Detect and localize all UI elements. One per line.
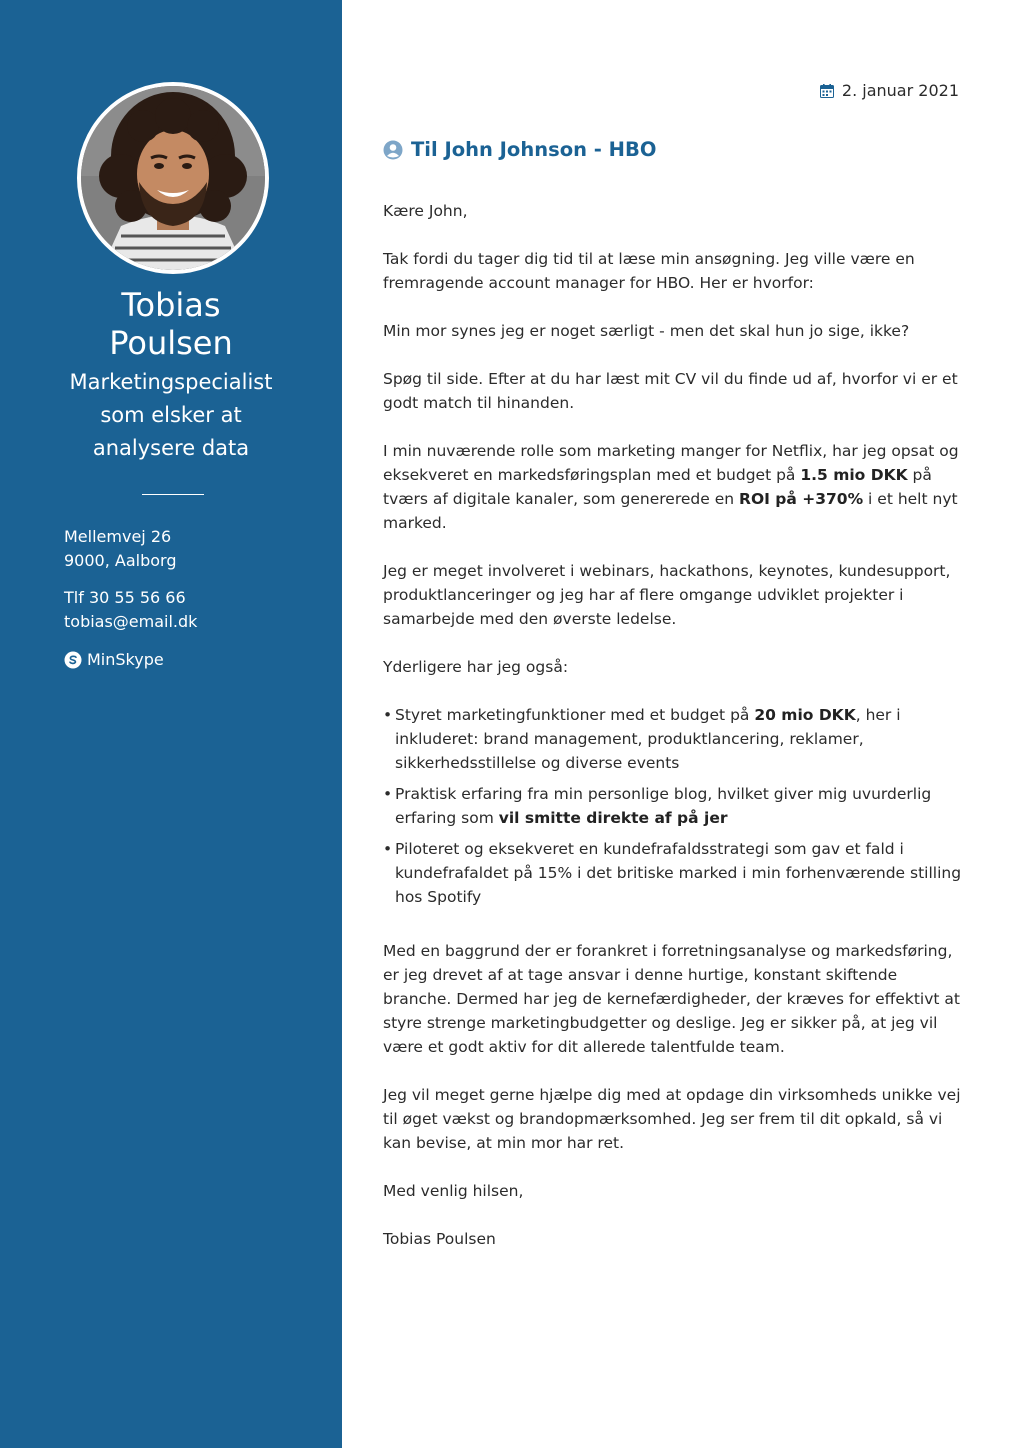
sidebar-divider (142, 494, 204, 495)
calendar-icon (820, 84, 834, 98)
address-block (64, 525, 324, 573)
avatar (77, 82, 269, 274)
address-line-1: Mellemvej 26 (64, 527, 172, 546)
letter-body (383, 199, 963, 1275)
letter-date (820, 81, 959, 100)
closing: Med venlig hilsen, (383, 1182, 524, 1200)
netflix-text-1: I min nuværende rolle som marketing manger for Netflix, har jeg opsat og eksekveret en markedsføringsplan med et budget på (383, 442, 959, 484)
paragraph-also: Yderligere har jeg også: (383, 658, 569, 676)
headline-line-1: Marketingspecialist (69, 370, 273, 394)
paragraph-intro: Tak fordi du tager dig tid til at læse min ansøgning. Jeg ville være en fremragende account manager for HBO. Her er hvorfor: (383, 250, 915, 292)
list-item (383, 703, 963, 775)
contact-block (64, 586, 324, 634)
signature: Tobias Poulsen (383, 1230, 496, 1248)
sidebar (0, 0, 342, 1448)
recipient-heading (383, 138, 656, 161)
paragraph-mother: Min mor synes jeg er noget særligt - men det skal hun jo sige, ikke? (383, 322, 910, 340)
netflix-text-3: i et helt nyt marked. (383, 490, 958, 532)
bullet-1-text-2: , her i inkluderet: brand management, produktlancering, reklamer, sikkerhedsstillelse og diverse events (395, 706, 901, 772)
candidate-headline (50, 366, 292, 465)
budget-highlight: 1.5 mio DKK (800, 466, 908, 484)
roi-highlight: ROI på +370% (739, 490, 864, 508)
email-address[interactable]: tobias@email.dk (64, 612, 198, 631)
name-line-2: Poulsen (109, 324, 233, 362)
skype-row[interactable] (64, 648, 324, 672)
list-item (383, 837, 963, 909)
date-text: 2. januar 2021 (841, 81, 959, 100)
headline-line-3: analysere data (92, 436, 250, 460)
skype-icon (64, 651, 82, 669)
achievement-list (383, 703, 963, 909)
greeting: Kære John, (383, 202, 468, 220)
skype-handle: MinSkype (87, 650, 164, 669)
paragraph-netflix (383, 439, 963, 535)
headline-line-2: som elsker at (100, 403, 242, 427)
bullet-3-text: Piloteret og eksekveret en kundefrafaldsstrategi som gav et fald i kundefrafaldet på 15% i det britiske marked i min forhenværende stilling hos Spotify (395, 840, 962, 906)
paragraph-background: Med en baggrund der er forankret i forretningsanalyse og markedsføring, er jeg drevet af at tage ansvar i denne hurtige, konstant skiftende branche. Dermed har jeg de kernefærdigheder, der kræves for effektivt at styre strenge marketingbudgetter og deslige. Jeg er sikker på, at jeg vil være et godt aktiv for dit allerede talentfulde team. (383, 942, 960, 1056)
list-item (383, 782, 963, 830)
bullet-2-highlight: vil smitte direkte af på jer (498, 809, 728, 827)
paragraph-closing-pitch: Jeg vil meget gerne hjælpe dig med at opdage din virksomheds unikke vej til øget vækst og brandopmærksomhed. Jeg ser frem til dit opkald, så vi kan bevise, at min mor har ret. (383, 1086, 961, 1152)
name-line-1: Tobias (121, 286, 221, 324)
paragraph-involvement: Jeg er meget involveret i webinars, hackathons, keynotes, kundesupport, produktlanceringer og jeg har af flere omgange udviklet projekter i samarbejde med den øverste ledelse. (383, 562, 951, 628)
netflix-text-2: på tværs af digitale kanaler, som genererede en (383, 466, 932, 508)
avatar-photo (81, 86, 265, 270)
recipient-text: Til John Johnson - HBO (411, 138, 657, 161)
address-line-2: 9000, Aalborg (64, 551, 177, 570)
bullet-2-text: Praktisk erfaring fra min personlige blog, hvilket giver mig uvurderlig erfaring som (395, 785, 932, 827)
paragraph-match: Spøg til side. Efter at du har læst mit CV vil du finde ud af, hvorfor vi er et godt match til hinanden. (383, 370, 958, 412)
bullet-1-highlight: 20 mio DKK (754, 706, 856, 724)
phone-number[interactable]: Tlf 30 55 56 66 (64, 588, 186, 607)
person-icon (383, 140, 403, 160)
bullet-1-text-1: Styret marketingfunktioner med et budget på (395, 706, 755, 724)
candidate-name (0, 286, 342, 362)
